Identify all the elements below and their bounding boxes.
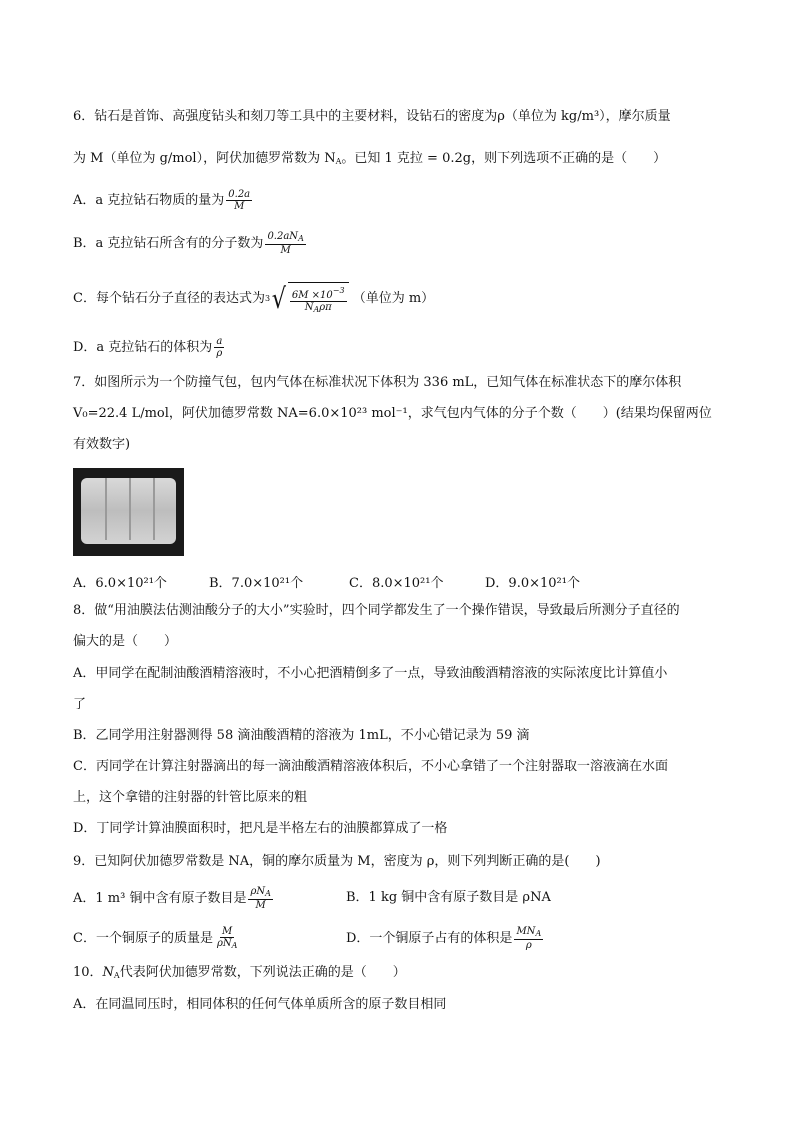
q8-option-b: B．乙同学用注射器测得 58 滴油酸酒精的溶液为 1mL，不小心错记录为 59 滴 — [73, 728, 530, 743]
q6-option-c: C．每个钻石分子直径的表达式为 3 √ $\frac{6M \times 10^{-3}}{N_A\rho\pi}$ （单位为 m） — [73, 281, 435, 315]
q10-stem: 10．$N_A$代表阿伏加德罗常数，下列说法正确的是（ ） — [73, 965, 406, 980]
q6-option-d: D．a 克拉钻石的体积为 $\frac{a}{\rho}$ — [73, 336, 223, 359]
q6-stem-line2: 为 M（单位为 g/mol），阿伏加德罗常数为 $N_A$。已知 1 克拉 = 0.2g，则下列选项不正确的是（ ） — [73, 151, 667, 166]
q9-option-a: A．1 m³ 铜中含有原子数目是 $\frac{\rho N_A}{M}$ — [73, 886, 271, 911]
q7-option-a: A．6.0×10²¹个 — [73, 576, 167, 591]
air-cushion — [81, 478, 176, 544]
fraction: $\frac{a}{\rho}$ — [216, 336, 223, 359]
fraction: $\frac{MN_A}{\rho}$ — [516, 926, 542, 951]
fraction: $\frac{0.2a}{M}$ — [228, 189, 251, 212]
q9-option-c: C．一个铜原子的质量是 $\frac{M}{\rho N_A}$ — [73, 926, 238, 950]
q9-stem: 9．已知阿伏加德罗常数是 NA，铜的摩尔质量为 M，密度为 ρ，则下列判断正确的是( ) — [73, 854, 601, 869]
q8-option-d: D．丁同学计算油膜面积时，把凡是半格左右的油膜都算成了一格 — [73, 821, 448, 836]
q7-option-d: D．9.0×10²¹个 — [485, 576, 580, 591]
fraction: $\frac{\rho N_A}{M}$ — [250, 886, 271, 911]
cube-root: 3 √ $\frac{6M \times 10^{-3}}{N_A\rho\pi}$ — [265, 282, 349, 315]
q7-option-b: B．7.0×10²¹个 — [209, 576, 304, 591]
fraction: $\frac{6M \times 10^{-3}}{N_A\rho\pi}$ — [291, 286, 345, 314]
q6-option-a: A．a 克拉钻石物质的量为 $\frac{0.2a}{M}$ — [73, 189, 251, 212]
q7-stem-line2: V₀=22.4 L/mol，阿伏加德罗常数 NA=6.0×10²³ mol⁻¹，求气包内气体的分子个数（ ）(结果均保留两位 — [73, 406, 712, 421]
fraction: $\frac{M}{\rho N_A}$ — [216, 926, 238, 950]
q8-stem-line2: 偏大的是（ ） — [73, 634, 178, 649]
q8-stem-line1: 8．做“用油膜法估测油酸分子的大小”实验时，四个同学都发生了一个操作错误，导致最后所测分子直径的 — [73, 603, 680, 618]
q8-option-a-line1: A．甲同学在配制油酸酒精溶液时，不小心把酒精倒多了一点，导致油酸酒精溶液的实际浓度比计算值小 — [73, 666, 668, 681]
q7-options — [73, 572, 723, 590]
air-cushion-photo — [73, 468, 184, 556]
q8-option-c-line2: 上，这个拿错的注射器的针管比原来的粗 — [73, 790, 308, 805]
q10-option-a: A．在同温同压时，相同体积的任何气体单质所含的原子数目相同 — [73, 997, 447, 1012]
q7-stem-line3: 有效数字) — [73, 437, 131, 452]
q9-option-d: D．一个铜原子占有的体积是 $\frac{MN_A}{\rho}$ — [346, 926, 542, 951]
q6-stem-line1: 6．钻石是首饰、高强度钻头和刻刀等工具中的主要材料，设钻石的密度为ρ（单位为 kg/m³），摩尔质量 — [73, 109, 671, 124]
q7-stem-line1: 7．如图所示为一个防撞气包，包内气体在标准状况下体积为 336 mL，已知气体在标准状态下的摩尔体积 — [73, 375, 682, 390]
fraction: $\frac{0.2aN_A}{M}$ — [267, 231, 304, 256]
q9-option-b: B．1 kg 铜中含有原子数目是 ρNA — [346, 890, 551, 905]
q8-option-a-line2: 了 — [73, 697, 87, 712]
q6-option-b: B．a 克拉钻石所含有的分子数为 $\frac{0.2aN_A}{M}$ — [73, 231, 304, 256]
q8-option-c-line1: C．丙同学在计算注射器滴出的每一滴油酸酒精溶液体积后，不小心拿错了一个注射器取一溶液滴在水面 — [73, 759, 668, 774]
q7-option-c: C．8.0×10²¹个 — [349, 576, 444, 591]
